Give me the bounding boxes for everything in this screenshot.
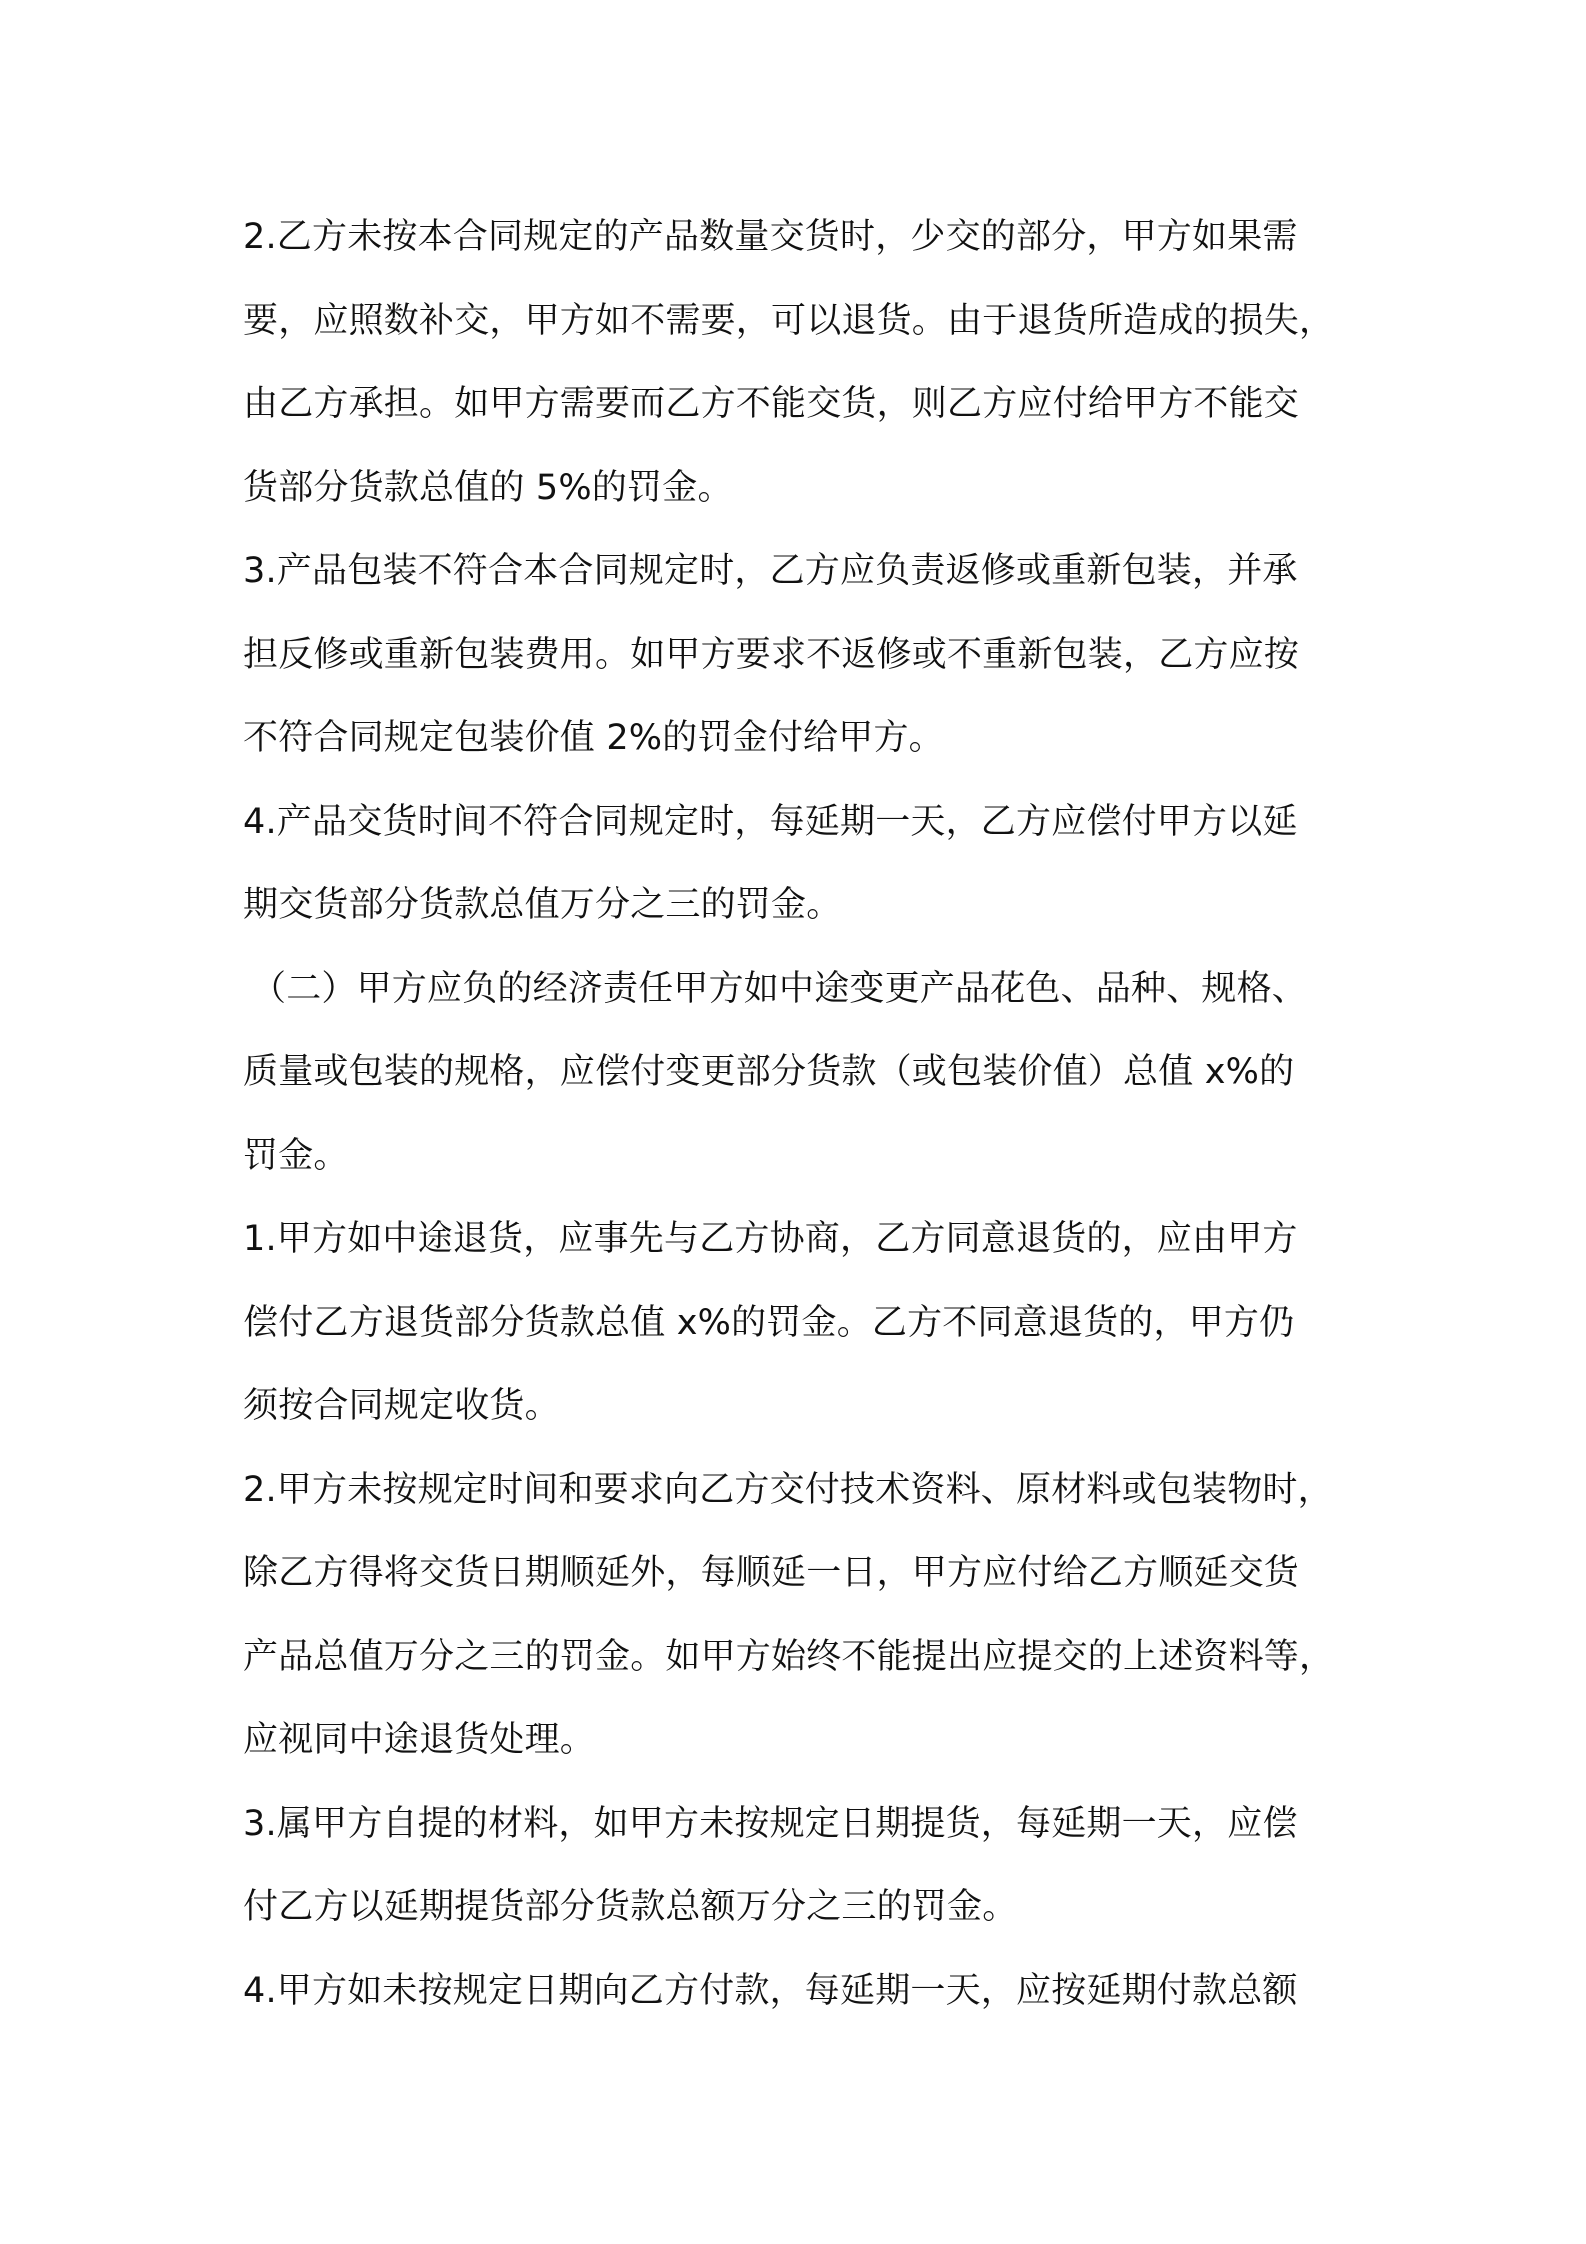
text-line: 2.乙方未按本合同规定的产品数量交货时，少交的部分，甲方如果需 [243, 217, 1298, 257]
document-body [243, 196, 1363, 2033]
text-line: 4.甲方如未按规定日期向乙方付款，每延期一天，应按延期付款总额 [243, 1970, 1298, 2011]
section-heading-line: （二）甲方应负的经济责任甲方如中途变更产品花色、品种、规格、 [251, 968, 1308, 1009]
text-line: 应视同中途退货处理。 [243, 1720, 596, 1760]
text-line: 偿付乙方退货部分货款总值 x%的罚金。乙方不同意退货的，甲方仍 [243, 1302, 1295, 1343]
text-line: 付乙方以延期提货部分货款总额万分之三的罚金。 [243, 1887, 1018, 1927]
text-line: 不符合同规定包装价值 2%的罚金付给甲方。 [243, 718, 944, 758]
text-line: 除乙方得将交货日期顺延外，每顺延一日，甲方应付给乙方顺延交货 [243, 1553, 1300, 1593]
text-line: 罚金。 [243, 1135, 349, 1176]
text-line: 3.产品包装不符合本合同规定时，乙方应负责返修或重新包装，并承 [243, 551, 1298, 591]
text-line: 担反修或重新包装费用。如甲方要求不返修或不重新包装，乙方应按 [243, 634, 1300, 675]
text-line: 3.属甲方自提的材料，如甲方未按规定日期提货，每延期一天，应偿 [243, 1803, 1298, 1844]
text-line: 产品总值万分之三的罚金。如甲方始终不能提出应提交的上述资料等， [243, 1636, 1335, 1677]
text-line: 须按合同规定收货。 [243, 1386, 560, 1426]
text-line: 货部分货款总值的 5%的罚金。 [243, 467, 733, 508]
text-line: 质量或包装的规格，应偿付变更部分货款（或包装价值）总值 x%的 [243, 1052, 1295, 1092]
text-line: 1.甲方如中途退货，应事先与乙方协商，乙方同意退货的，应由甲方 [243, 1219, 1298, 1259]
text-line: 4.产品交货时间不符合同规定时，每延期一天，乙方应偿付甲方以延 [243, 801, 1298, 842]
text-line: 要，应照数补交，甲方如不需要，可以退货。由于退货所造成的损失， [243, 300, 1335, 341]
text-line: 由乙方承担。如甲方需要而乙方不能交货，则乙方应付给甲方不能交 [243, 384, 1300, 424]
text-line: 期交货部分货款总值万分之三的罚金。 [243, 885, 842, 925]
text-line: 2.甲方未按规定时间和要求向乙方交付技术资料、原材料或包装物时， [243, 1469, 1333, 1510]
